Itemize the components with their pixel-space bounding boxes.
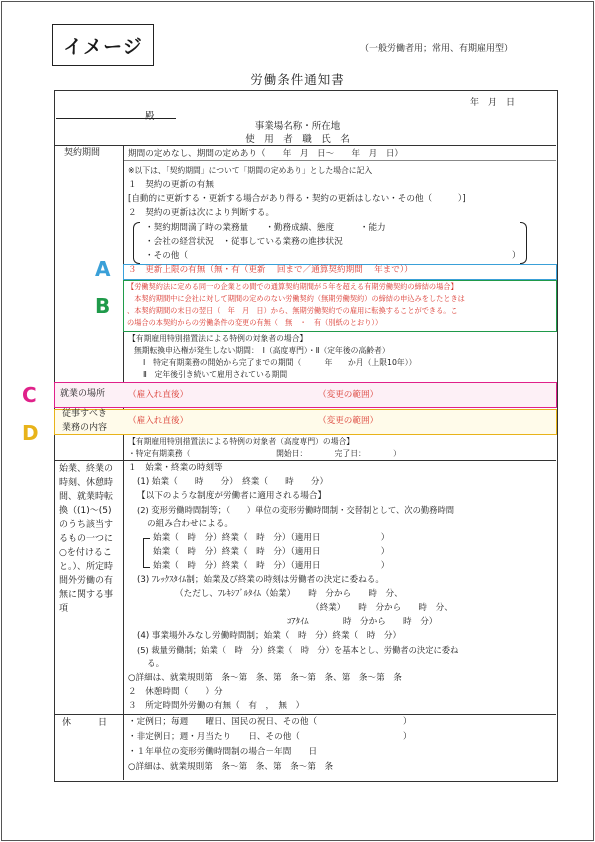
hours-line: ｺｱﾀｲﾑ 時 分から 時 分） bbox=[287, 617, 438, 627]
hours-line: １ 始業・終業の時刻等 bbox=[128, 463, 223, 473]
marker-d: D bbox=[22, 421, 39, 445]
judge-item: ・その他（ bbox=[145, 251, 188, 261]
hours-line: (3) ﾌﾚｯｸｽﾀｲﾑ制；始業及び終業の時刻は労働者の決定に委ねる。 bbox=[137, 575, 384, 585]
workplace-change: （変更の範囲） bbox=[318, 390, 379, 400]
hours-line: (4) 事業場外みなし労働時間制；始業（ 時 分）終業（ 時 分） bbox=[137, 631, 402, 641]
judge-heading: ２ 契約の更新は次により判断する。 bbox=[128, 208, 275, 218]
contract-period-label: 契約期間 bbox=[64, 148, 101, 158]
judge-item: ・契約期間満了時の業務量 ・勤務成績、態度 ・能力 bbox=[145, 223, 386, 233]
hours-line: ２ 休憩時間（ ）分 bbox=[128, 687, 223, 697]
document-subtitle: （一般労働者用；常用、有期雇用型） bbox=[360, 44, 514, 54]
row-separator bbox=[124, 160, 556, 161]
row-separator bbox=[54, 460, 556, 461]
special-line: Ⅱ 定年後引き続いて雇用されている期間 bbox=[143, 370, 288, 379]
hours-label: 換（(1)～(5) bbox=[59, 506, 112, 516]
holidays-line: ・１年単位の変形労働時間制の場合－年間 日 bbox=[128, 747, 318, 757]
contract-note: ※以下は、「契約期間」について「期間の定めあり」とした場合に記入 bbox=[128, 166, 373, 175]
hours-label: 間外労働の有 bbox=[59, 576, 114, 586]
duties-label: 業務の内容 bbox=[62, 423, 108, 433]
hours-label: 項 bbox=[59, 604, 69, 614]
marker-c: C bbox=[22, 383, 37, 407]
special-heading: 【有期雇用特別措置法による特例の対象者の場合】 bbox=[128, 334, 308, 343]
employer-officer-name: 使 用 者 職 氏 名 bbox=[245, 134, 350, 145]
hours-line: る。 bbox=[147, 659, 165, 669]
shift-bracket bbox=[143, 538, 150, 568]
renewal-limit: ３ 更新上限の有無（無・有（更新 回まで／通算契約期間 年まで）） bbox=[128, 265, 413, 275]
hours-line: （終業） 時 分から 時 分、 bbox=[311, 603, 453, 613]
hours-label: ○を付けるこ bbox=[59, 548, 112, 558]
hours-label: と。）、所定時 bbox=[59, 562, 114, 572]
hours-line: （ただし、ﾌﾚｷｼﾌﾞﾙﾀｲﾑ（始業） 時 分から 時 分、 bbox=[175, 589, 403, 599]
duties-change: （変更の範囲） bbox=[318, 416, 379, 426]
addressee-suffix: 殿 bbox=[145, 111, 155, 122]
duties-special-line: ・特定有期業務（ 開始日： 完了日： ） bbox=[128, 449, 401, 458]
conversion-line: 【労働契約法に定める同一の企業との間での通算契約期間が５年を超える有期労働契約の締結の場合】 bbox=[127, 282, 458, 291]
marker-b: B bbox=[95, 294, 111, 318]
row-separator bbox=[54, 145, 556, 146]
duties-special-heading: 【有期雇用特別措置法による特例の対象者（高度専門）の場合】 bbox=[128, 437, 355, 446]
right-brace bbox=[520, 222, 527, 264]
renewal-heading: １ 契約の更新の有無 bbox=[128, 180, 214, 190]
hours-line: 【以下のような制度が労働者に適用される場合】 bbox=[137, 491, 327, 501]
hours-line: 始業（ 時 分）終業（ 時 分）（適用日 ） bbox=[153, 561, 390, 571]
contract-period-value: 期間の定めなし、期間の定めあり（ 年 月 日～ 年 月 日） bbox=[128, 149, 404, 159]
conversion-line: 、本契約期間の末日の翌日（ 年 月 日）から、無期労働契約での雇用に転換することができる。こ bbox=[127, 306, 458, 315]
judge-item-close: ） bbox=[512, 251, 521, 261]
holidays-label: 休 日 bbox=[62, 718, 108, 728]
image-label: イメージ bbox=[52, 24, 154, 66]
hours-line: (5) 裁量労働制；始業（ 時 分）終業（ 時 分）を基本とし、労働者の決定に委ね bbox=[137, 645, 459, 655]
hours-line: 始業（ 時 分）終業（ 時 分）（適用日 ） bbox=[153, 547, 390, 557]
hours-label: 時刻、休憩時 bbox=[59, 478, 114, 488]
holidays-line: ・定例日；毎週 曜日、国民の祝日、その他（ ） bbox=[128, 717, 412, 727]
issue-date: 年 月 日 bbox=[470, 98, 516, 108]
workplace-hire: （雇入れ直後） bbox=[128, 390, 189, 400]
hours-label: 無に関する事 bbox=[59, 590, 114, 600]
hours-line: (2) 変形労働時間制等；（ ）単位の変形労働時間制・交替制として、次の勤務時間 bbox=[137, 505, 455, 515]
hours-line: の組み合わせによる。 bbox=[147, 519, 233, 529]
holidays-line: ・非定例日；週・月当たり 日、その他（ ） bbox=[128, 732, 412, 742]
conversion-line: の場合の本契約からの労働条件の変更の有無（ 無 ・ 有（別紙のとおり）） bbox=[127, 318, 383, 327]
special-line: 無期転換申込権が発生しない期間： Ⅰ（高度専門）・Ⅱ（定年後の高齢者） bbox=[134, 346, 390, 355]
hours-label: 間、就業時転 bbox=[59, 492, 114, 502]
workplace-label: 就業の場所 bbox=[60, 389, 106, 399]
hours-line: (1) 始業（ 時 分） 終業（ 時 分） bbox=[137, 477, 329, 487]
left-brace bbox=[133, 222, 140, 264]
special-line: Ⅰ 特定有期業務の開始から完了までの期間（ 年 か月（上限10年）） bbox=[143, 358, 417, 367]
hours-line: ○詳細は、就業規則第 条～第 条、第 条～第 条、第 条～第 条 bbox=[128, 673, 402, 683]
employer-name-address: 事業場名称・所在地 bbox=[254, 121, 341, 132]
hours-line: 始業（ 時 分）終業（ 時 分）（適用日 ） bbox=[153, 533, 390, 543]
document-title: 労働条件通知書 bbox=[250, 72, 345, 87]
hours-line: ３ 所定時間外労働の有無（ 有 ， 無 ） bbox=[128, 701, 305, 711]
conversion-line: 本契約期間中に会社に対して期間の定めのない労働契約（無期労働契約）の締結の申込みをしたときは bbox=[127, 294, 465, 303]
holidays-line: ○詳細は、就業規則第 条～第 条、第 条～第 条 bbox=[128, 762, 334, 772]
hours-label: 始業、終業の bbox=[59, 464, 114, 474]
renewal-options: [自動的に更新する・更新する場合があり得る・契約の更新はしない・その他（ ）] bbox=[128, 194, 466, 204]
label-column-divider bbox=[123, 145, 124, 780]
duties-label: 従事すべき bbox=[62, 409, 107, 419]
row-separator bbox=[54, 714, 556, 715]
judge-item: ・会社の経営状況 ・従事している業務の進捗状況 bbox=[145, 237, 343, 247]
hours-label: るもの一つに bbox=[59, 534, 114, 544]
hours-label: のうち該当す bbox=[59, 520, 114, 530]
duties-hire: （雇入れ直後） bbox=[128, 416, 189, 426]
marker-a: A bbox=[95, 257, 111, 281]
